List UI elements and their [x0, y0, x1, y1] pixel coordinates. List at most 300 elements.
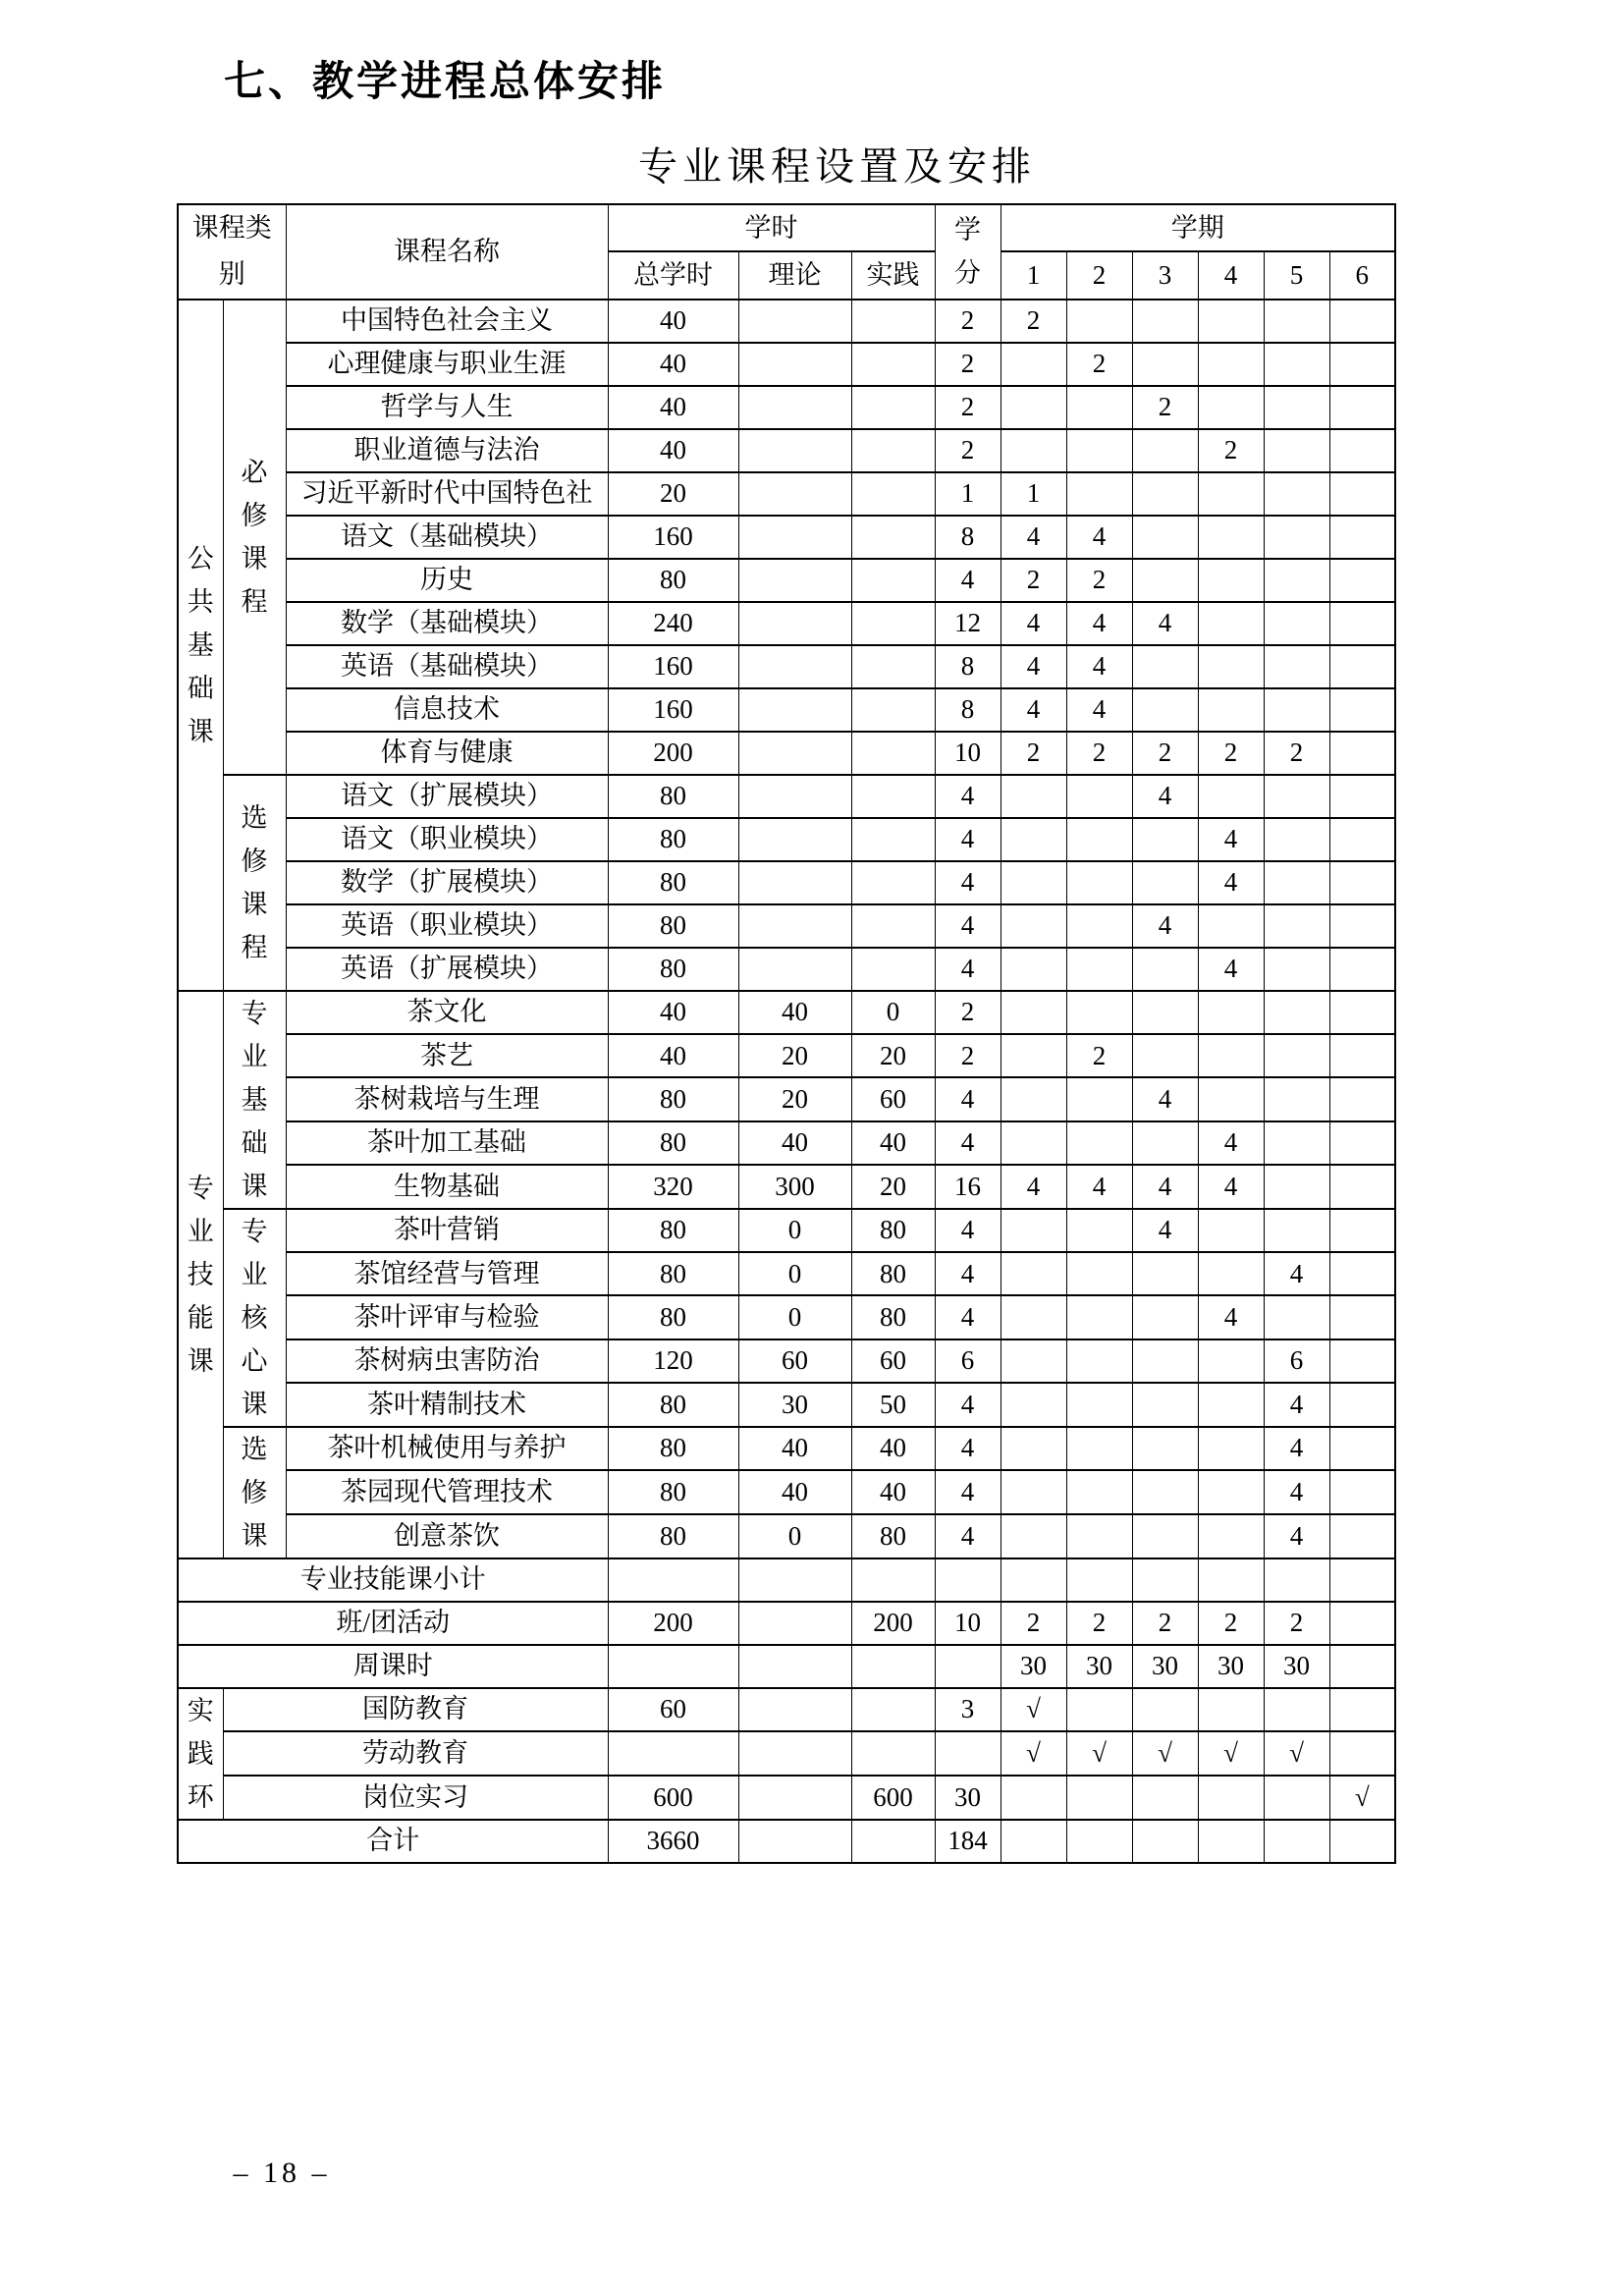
semester-5-cell	[1264, 1034, 1329, 1077]
semester-2-cell	[1066, 1121, 1132, 1165]
course-name-cell: 创意茶饮	[286, 1514, 608, 1558]
summary-row	[178, 1602, 1395, 1645]
practice-hours-cell	[851, 300, 935, 343]
practice-hours-cell	[851, 1558, 935, 1602]
semester-2-cell	[1066, 1688, 1132, 1732]
semester-2-cell: 2	[1066, 1602, 1132, 1645]
course-name-cell: 中国特色社会主义	[286, 300, 608, 343]
semester-2-cell	[1066, 1776, 1132, 1820]
credits-cell: 8	[935, 645, 1001, 688]
semester-3-cell	[1132, 818, 1198, 861]
table-row	[178, 775, 1395, 818]
semester-4-cell	[1198, 343, 1264, 386]
table-row	[178, 1514, 1395, 1558]
practice-hours-cell	[851, 775, 935, 818]
category-cell-label: 公共基础课	[187, 543, 214, 746]
credits-cell: 4	[935, 861, 1001, 904]
total-hours-cell: 320	[608, 1165, 738, 1208]
theory-hours-cell	[738, 775, 851, 818]
semester-6-cell	[1329, 1514, 1395, 1558]
total-hours-cell: 160	[608, 516, 738, 559]
practice-hours-cell: 60	[851, 1339, 935, 1383]
semester-3-cell: 2	[1132, 732, 1198, 775]
semester-1-cell: 2	[1001, 559, 1066, 602]
semester-4-cell	[1198, 1383, 1264, 1426]
group-cell-label: 必修课程	[241, 457, 268, 617]
semester-6-cell	[1329, 386, 1395, 429]
semester-6-cell	[1329, 818, 1395, 861]
theory-hours-cell	[738, 818, 851, 861]
semester-4-cell	[1198, 1209, 1264, 1252]
semester-1-cell	[1001, 1209, 1066, 1252]
semester-5-cell	[1264, 904, 1329, 948]
semester-4-cell	[1198, 1514, 1264, 1558]
credits-cell: 4	[935, 1427, 1001, 1471]
semester-5-cell: 2	[1264, 1602, 1329, 1645]
header-credits	[935, 204, 1001, 300]
semester-1-cell: 4	[1001, 688, 1066, 732]
table-row	[178, 1121, 1395, 1165]
semester-4-cell	[1198, 775, 1264, 818]
practice-hours-cell	[851, 1645, 935, 1688]
header-semester-3: 3	[1132, 251, 1198, 299]
credits-cell: 4	[935, 904, 1001, 948]
credits-cell: 2	[935, 429, 1001, 472]
theory-hours-cell: 40	[738, 991, 851, 1034]
semester-1-cell: 2	[1001, 732, 1066, 775]
semester-2-cell	[1066, 991, 1132, 1034]
course-name-cell: 茶文化	[286, 991, 608, 1034]
semester-6-cell	[1329, 429, 1395, 472]
header-category-label: 课程类别	[191, 213, 272, 290]
practice-hours-cell	[851, 1688, 935, 1732]
total-hours-cell: 40	[608, 991, 738, 1034]
semester-5-cell	[1264, 688, 1329, 732]
credits-cell: 6	[935, 1339, 1001, 1383]
credits-cell: 4	[935, 1295, 1001, 1339]
total-hours-cell: 120	[608, 1339, 738, 1383]
credits-cell: 4	[935, 775, 1001, 818]
theory-hours-cell: 20	[738, 1034, 851, 1077]
semester-4-cell	[1198, 1470, 1264, 1514]
total-hours-cell: 80	[608, 559, 738, 602]
credits-cell	[935, 1645, 1001, 1688]
credits-cell: 10	[935, 1602, 1001, 1645]
table-row	[178, 645, 1395, 688]
semester-2-cell	[1066, 1820, 1132, 1863]
total-hours-cell: 80	[608, 1252, 738, 1295]
semester-6-cell	[1329, 516, 1395, 559]
semester-4-cell	[1198, 1339, 1264, 1383]
course-name-cell: 茶树栽培与生理	[286, 1077, 608, 1121]
semester-5-cell	[1264, 516, 1329, 559]
course-name-cell: 茶树病虫害防治	[286, 1339, 608, 1383]
credits-cell: 8	[935, 688, 1001, 732]
practice-hours-cell: 0	[851, 991, 935, 1034]
semester-3-cell	[1132, 343, 1198, 386]
semester-4-cell	[1198, 1820, 1264, 1863]
semester-2-cell	[1066, 1514, 1132, 1558]
course-name-cell: 语文（职业模块）	[286, 818, 608, 861]
semester-1-cell	[1001, 1339, 1066, 1383]
table-row	[178, 818, 1395, 861]
semester-5-cell: 4	[1264, 1427, 1329, 1471]
credits-cell: 4	[935, 1383, 1001, 1426]
semester-4-cell	[1198, 1077, 1264, 1121]
semester-3-cell: 30	[1132, 1645, 1198, 1688]
credits-cell: 4	[935, 948, 1001, 991]
semester-1-cell	[1001, 1121, 1066, 1165]
semester-1-cell	[1001, 991, 1066, 1034]
semester-6-cell	[1329, 732, 1395, 775]
summary-row	[178, 1645, 1395, 1688]
semester-2-cell: 2	[1066, 1034, 1132, 1077]
theory-hours-cell	[738, 1688, 851, 1732]
semester-5-cell	[1264, 948, 1329, 991]
semester-1-cell: 1	[1001, 472, 1066, 516]
total-hours-cell: 80	[608, 1209, 738, 1252]
table-row	[178, 904, 1395, 948]
theory-hours-cell: 0	[738, 1514, 851, 1558]
semester-2-cell	[1066, 300, 1132, 343]
semester-5-cell	[1264, 1077, 1329, 1121]
theory-hours-cell: 40	[738, 1470, 851, 1514]
credits-cell: 2	[935, 343, 1001, 386]
category-cell-label: 专业技能课	[187, 1173, 214, 1376]
practice-hours-cell	[851, 1731, 935, 1776]
semester-4-cell: 2	[1198, 732, 1264, 775]
semester-1-cell	[1001, 1776, 1066, 1820]
table-row	[178, 516, 1395, 559]
semester-4-cell: 4	[1198, 948, 1264, 991]
semester-2-cell	[1066, 429, 1132, 472]
semester-6-cell	[1329, 991, 1395, 1034]
semester-5-cell: 2	[1264, 732, 1329, 775]
course-name-cell: 茶叶营销	[286, 1209, 608, 1252]
theory-hours-cell: 0	[738, 1209, 851, 1252]
theory-hours-cell	[738, 1820, 851, 1863]
credits-cell: 2	[935, 1034, 1001, 1077]
theory-hours-cell	[738, 861, 851, 904]
semester-4-cell: 4	[1198, 1295, 1264, 1339]
semester-4-cell: √	[1198, 1731, 1264, 1776]
header-theory: 理论	[738, 251, 851, 299]
practice-hours-cell	[851, 645, 935, 688]
semester-5-cell	[1264, 343, 1329, 386]
practice-row	[178, 1688, 1395, 1732]
course-name-cell: 哲学与人生	[286, 386, 608, 429]
credits-cell: 30	[935, 1776, 1001, 1820]
table-row	[178, 948, 1395, 991]
section-title: 七、教学进程总体安排	[224, 58, 667, 104]
semester-3-cell: 4	[1132, 904, 1198, 948]
semester-6-cell	[1329, 948, 1395, 991]
credits-cell: 4	[935, 559, 1001, 602]
semester-3-cell	[1132, 300, 1198, 343]
total-hours-cell: 80	[608, 1470, 738, 1514]
semester-2-cell: 2	[1066, 343, 1132, 386]
header-semester-2: 2	[1066, 251, 1132, 299]
summary-row	[178, 1558, 1395, 1602]
semester-6-cell	[1329, 1034, 1395, 1077]
practice-hours-cell	[851, 818, 935, 861]
semester-4-cell: 30	[1198, 1645, 1264, 1688]
semester-5-cell	[1264, 1558, 1329, 1602]
semester-3-cell	[1132, 688, 1198, 732]
practice-row	[178, 1776, 1395, 1820]
table-row	[178, 1295, 1395, 1339]
semester-6-cell	[1329, 1121, 1395, 1165]
total-label-cell: 合计	[178, 1820, 608, 1863]
semester-6-cell	[1329, 1688, 1395, 1732]
category-cell-label: 实践环	[187, 1695, 214, 1812]
semester-6-cell	[1329, 1383, 1395, 1426]
semester-1-cell: 4	[1001, 516, 1066, 559]
header-semester-5: 5	[1264, 251, 1329, 299]
semester-6-cell	[1329, 1209, 1395, 1252]
practice-hours-cell	[851, 1820, 935, 1863]
credits-cell: 4	[935, 1121, 1001, 1165]
semester-6-cell	[1329, 775, 1395, 818]
semester-4-cell: 4	[1198, 861, 1264, 904]
semester-6-cell	[1329, 472, 1395, 516]
semester-3-cell	[1132, 516, 1198, 559]
theory-hours-cell	[738, 516, 851, 559]
semester-1-cell: 2	[1001, 1602, 1066, 1645]
semester-3-cell	[1132, 559, 1198, 602]
semester-6-cell: √	[1329, 1776, 1395, 1820]
credits-cell: 10	[935, 732, 1001, 775]
semester-1-cell	[1001, 1034, 1066, 1077]
table-row	[178, 1034, 1395, 1077]
semester-6-cell	[1329, 343, 1395, 386]
semester-2-cell	[1066, 1252, 1132, 1295]
semester-1-cell	[1001, 1470, 1066, 1514]
practice-hours-cell: 40	[851, 1121, 935, 1165]
course-name-cell: 茶叶评审与检验	[286, 1295, 608, 1339]
total-hours-cell: 60	[608, 1688, 738, 1732]
header-hours: 学时	[608, 204, 935, 251]
semester-1-cell	[1001, 775, 1066, 818]
semester-5-cell	[1264, 300, 1329, 343]
semester-5-cell	[1264, 1688, 1329, 1732]
group-cell-label: 选修课	[241, 1434, 268, 1551]
table-row	[178, 1209, 1395, 1252]
practice-hours-cell: 80	[851, 1209, 935, 1252]
table-row	[178, 429, 1395, 472]
semester-4-cell	[1198, 1252, 1264, 1295]
semester-4-cell: 2	[1198, 429, 1264, 472]
semester-3-cell	[1132, 1558, 1198, 1602]
theory-hours-cell	[738, 300, 851, 343]
semester-6-cell	[1329, 861, 1395, 904]
semester-6-cell	[1329, 1470, 1395, 1514]
table-row	[178, 991, 1395, 1034]
credits-cell: 4	[935, 818, 1001, 861]
semester-5-cell	[1264, 1209, 1329, 1252]
theory-hours-cell	[738, 429, 851, 472]
semester-4-cell	[1198, 1776, 1264, 1820]
practice-hours-cell: 40	[851, 1427, 935, 1471]
semester-5-cell	[1264, 602, 1329, 645]
category-cell	[178, 1688, 223, 1820]
total-hours-cell	[608, 1558, 738, 1602]
course-name-cell: 茶园现代管理技术	[286, 1470, 608, 1514]
practice-hours-cell	[851, 948, 935, 991]
practice-hours-cell	[851, 429, 935, 472]
semester-1-cell: 4	[1001, 1165, 1066, 1208]
table-row	[178, 343, 1395, 386]
semester-3-cell	[1132, 645, 1198, 688]
semester-2-cell: 2	[1066, 732, 1132, 775]
credits-cell: 16	[935, 1165, 1001, 1208]
credits-cell: 2	[935, 300, 1001, 343]
semester-2-cell	[1066, 472, 1132, 516]
theory-hours-cell	[738, 1558, 851, 1602]
semester-5-cell	[1264, 1820, 1329, 1863]
group-cell	[223, 991, 286, 1209]
semester-1-cell	[1001, 386, 1066, 429]
semester-6-cell	[1329, 904, 1395, 948]
semester-5-cell: 30	[1264, 1645, 1329, 1688]
credits-cell: 12	[935, 602, 1001, 645]
total-hours-cell: 160	[608, 688, 738, 732]
semester-5-cell	[1264, 472, 1329, 516]
semester-4-cell	[1198, 991, 1264, 1034]
theory-hours-cell	[738, 602, 851, 645]
total-hours-cell: 600	[608, 1776, 738, 1820]
semester-5-cell	[1264, 1121, 1329, 1165]
total-hours-cell: 80	[608, 775, 738, 818]
theory-hours-cell	[738, 732, 851, 775]
semester-3-cell: 2	[1132, 1602, 1198, 1645]
group-cell	[223, 300, 286, 775]
total-hours-cell: 40	[608, 300, 738, 343]
header-semester: 学期	[1001, 204, 1395, 251]
semester-2-cell	[1066, 1470, 1132, 1514]
total-hours-cell: 80	[608, 948, 738, 991]
theory-hours-cell	[738, 1602, 851, 1645]
semester-2-cell	[1066, 948, 1132, 991]
semester-3-cell	[1132, 1820, 1198, 1863]
semester-2-cell	[1066, 1077, 1132, 1121]
practice-hours-cell: 40	[851, 1470, 935, 1514]
semester-6-cell	[1329, 1427, 1395, 1471]
practice-hours-cell	[851, 904, 935, 948]
semester-2-cell	[1066, 386, 1132, 429]
semester-4-cell: 4	[1198, 1121, 1264, 1165]
practice-hours-cell: 80	[851, 1295, 935, 1339]
semester-3-cell	[1132, 1688, 1198, 1732]
table-row	[178, 861, 1395, 904]
semester-4-cell: 2	[1198, 1602, 1264, 1645]
practice-hours-cell	[851, 688, 935, 732]
practice-hours-cell	[851, 732, 935, 775]
total-hours-cell: 80	[608, 1295, 738, 1339]
semester-2-cell: 4	[1066, 1165, 1132, 1208]
semester-3-cell	[1132, 1776, 1198, 1820]
page-number: – 18 –	[233, 2157, 331, 2189]
total-hours-cell: 200	[608, 1602, 738, 1645]
semester-3-cell	[1132, 1252, 1198, 1295]
header-semester-6: 6	[1329, 251, 1395, 299]
header-category	[178, 204, 286, 300]
summary-label-cell: 专业技能课小计	[178, 1558, 608, 1602]
practice-hours-cell: 200	[851, 1602, 935, 1645]
semester-3-cell	[1132, 861, 1198, 904]
semester-4-cell: 4	[1198, 818, 1264, 861]
course-name-cell: 国防教育	[223, 1688, 608, 1732]
semester-5-cell: √	[1264, 1731, 1329, 1776]
semester-4-cell	[1198, 516, 1264, 559]
semester-6-cell	[1329, 1820, 1395, 1863]
semester-3-cell	[1132, 1470, 1198, 1514]
practice-hours-cell: 80	[851, 1514, 935, 1558]
semester-2-cell	[1066, 775, 1132, 818]
course-name-cell: 茶叶机械使用与养护	[286, 1427, 608, 1471]
table-row	[178, 1252, 1395, 1295]
semester-6-cell	[1329, 1645, 1395, 1688]
semester-1-cell: √	[1001, 1731, 1066, 1776]
course-schedule-table	[177, 203, 1396, 1864]
total-hours-cell: 80	[608, 818, 738, 861]
semester-2-cell: 2	[1066, 559, 1132, 602]
semester-1-cell: 4	[1001, 645, 1066, 688]
semester-3-cell	[1132, 429, 1198, 472]
semester-3-cell: 4	[1132, 1209, 1198, 1252]
semester-1-cell	[1001, 1427, 1066, 1471]
theory-hours-cell: 40	[738, 1427, 851, 1471]
semester-2-cell	[1066, 818, 1132, 861]
semester-2-cell	[1066, 1295, 1132, 1339]
header-credits-label: 学分	[954, 215, 981, 289]
group-cell-label: 专业基础课	[241, 998, 268, 1201]
table-row	[178, 1427, 1395, 1471]
group-cell	[223, 1427, 286, 1558]
semester-2-cell	[1066, 904, 1132, 948]
semester-1-cell	[1001, 904, 1066, 948]
semester-1-cell	[1001, 1820, 1066, 1863]
practice-hours-cell: 20	[851, 1165, 935, 1208]
practice-row	[178, 1731, 1395, 1776]
theory-hours-cell	[738, 343, 851, 386]
semester-3-cell	[1132, 1427, 1198, 1471]
semester-4-cell	[1198, 386, 1264, 429]
semester-1-cell: 4	[1001, 602, 1066, 645]
semester-3-cell: 4	[1132, 1077, 1198, 1121]
semester-6-cell	[1329, 1252, 1395, 1295]
theory-hours-cell: 20	[738, 1077, 851, 1121]
total-hours-cell	[608, 1645, 738, 1688]
table-row	[178, 1470, 1395, 1514]
total-hours-cell: 80	[608, 1121, 738, 1165]
semester-3-cell: 4	[1132, 1165, 1198, 1208]
course-name-cell: 心理健康与职业生涯	[286, 343, 608, 386]
theory-hours-cell	[738, 1731, 851, 1776]
semester-1-cell	[1001, 1558, 1066, 1602]
course-name-cell: 英语（扩展模块）	[286, 948, 608, 991]
practice-hours-cell: 50	[851, 1383, 935, 1426]
credits-cell: 4	[935, 1470, 1001, 1514]
theory-hours-cell: 30	[738, 1383, 851, 1426]
table-row	[178, 732, 1395, 775]
semester-6-cell	[1329, 1558, 1395, 1602]
course-name-cell: 茶叶精制技术	[286, 1383, 608, 1426]
semester-4-cell	[1198, 688, 1264, 732]
practice-hours-cell: 80	[851, 1252, 935, 1295]
table-row	[178, 1077, 1395, 1121]
course-name-cell: 劳动教育	[223, 1731, 608, 1776]
